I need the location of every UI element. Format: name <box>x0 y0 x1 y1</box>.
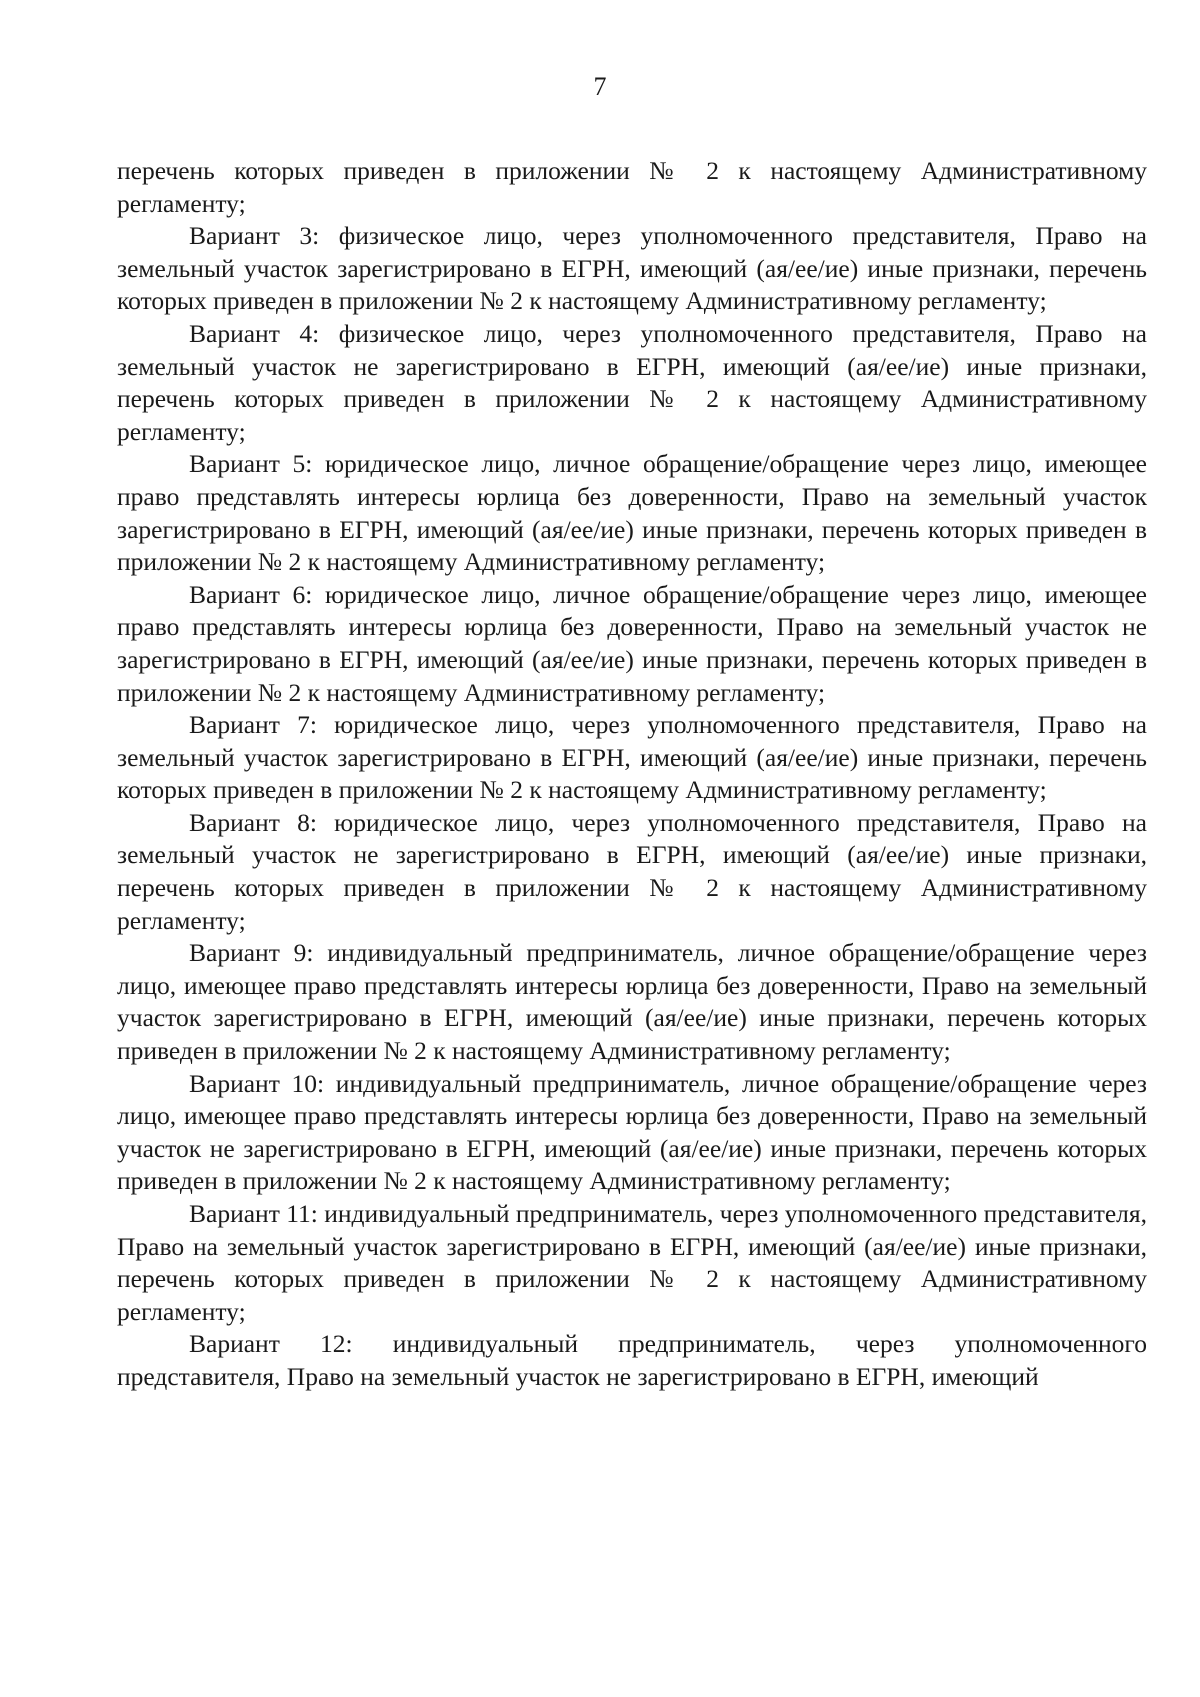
paragraph-variant-9: Вариант 9: индивидуальный предприниматель, личное обращение/обращение через лицо, имеющее право представлять интересы юрлица без доверенности, Право на земельный участок зарегистрировано в ЕГРН, имеющий (ая/ее/ие) иные признаки, перечень которых приведен в приложении № 2 к настоящему Административному регламенту; <box>117 938 1147 1066</box>
document-body <box>117 155 1147 1394</box>
paragraph-variant-11: Вариант 11: индивидуальный предприниматель, через уполномоченного представителя, Право на земельный участок зарегистрировано в ЕГРН, имеющий (ая/ее/ие) иные признаки, перечень которых приведен в приложении № 2 к настоящему Административному регламенту; <box>117 1199 1147 1326</box>
paragraph-variant-10: Вариант 10: индивидуальный предприниматель, личное обращение/обращение через лицо, имеющее право представлять интересы юрлица без доверенности, Право на земельный участок не зарегистрировано в ЕГРН, имеющий (ая/ее/ие) иные признаки, перечень которых приведен в приложении № 2 к настоящему Административному регламенту; <box>117 1068 1147 1196</box>
paragraph-variant-7: Вариант 7: юридическое лицо, через уполномоченного представителя, Право на земельный участок зарегистрировано в ЕГРН, имеющий (ая/ее/ие) иные признаки, перечень которых приведен в приложении № 2 к настоящему Административному регламенту; <box>117 710 1147 805</box>
paragraph-variant-5: Вариант 5: юридическое лицо, личное обращение/обращение через лицо, имеющее право представлять интересы юрлица без доверенности, Право на земельный участок зарегистрировано в ЕГРН, имеющий (ая/ее/ие) иные признаки, перечень которых приведен в приложении № 2 к настоящему Административному регламенту; <box>117 449 1147 577</box>
page-number: 7 <box>593 72 607 101</box>
paragraph-variant-4: Вариант 4: физическое лицо, через уполномоченного представителя, Право на земельный участок не зарегистрировано в ЕГРН, имеющий (ая/ее/ие) иные признаки, перечень которых приведен в приложении № 2 к настоящему Административному регламенту; <box>117 318 1147 446</box>
paragraph-variant-12: Вариант 12: индивидуальный предприниматель, через уполномоченного представителя, Право на земельный участок не зарегистрировано в ЕГРН, имеющий <box>117 1329 1147 1391</box>
paragraph-variant-8: Вариант 8: юридическое лицо, через уполномоченного представителя, Право на земельный участок не зарегистрировано в ЕГРН, имеющий (ая/ее/ие) иные признаки, перечень которых приведен в приложении № 2 к настоящему Административному регламенту; <box>117 807 1147 935</box>
paragraph-variant-6: Вариант 6: юридическое лицо, личное обращение/обращение через лицо, имеющее право представлять интересы юрлица без доверенности, Право на земельный участок не зарегистрировано в ЕГРН, имеющий (ая/ее/ие) иные признаки, перечень которых приведен в приложении № 2 к настоящему Административному регламенту; <box>117 579 1147 707</box>
paragraph-variant-3: Вариант 3: физическое лицо, через уполномоченного представителя, Право на земельный участок зарегистрировано в ЕГРН, имеющий (ая/ее/ие) иные признаки, перечень которых приведен в приложении № 2 к настоящему Административному регламенту; <box>117 221 1147 316</box>
paragraph-continuation: перечень которых приведен в приложении № 2 к настоящему Административному регламенту; <box>117 156 1147 218</box>
